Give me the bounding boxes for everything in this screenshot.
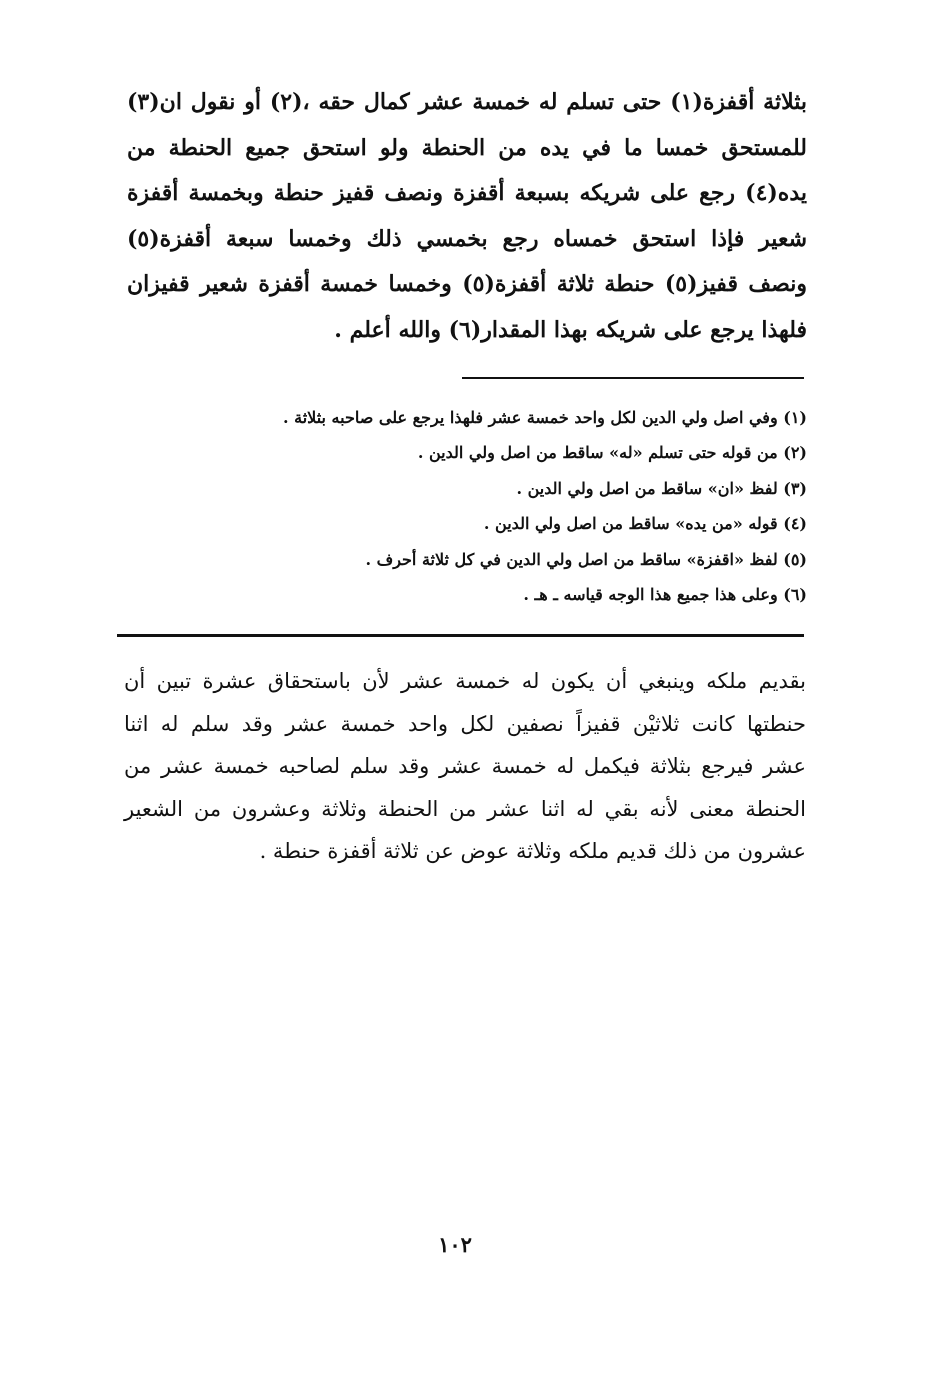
- main-text-line: ونصف قفيز(٥) حنطة ثلاثة أقفزة(٥) وخمسا خمسة أقفزة شعير قفيزان: [127, 271, 808, 297]
- commentary-line: بقديم ملكه وينبغي أن يكون له خمسة عشر لأن باستحقاق عشرة تبين أن: [124, 669, 806, 693]
- footnote: (٤) قوله «من يده» ساقط من اصل ولي الدين .: [483, 514, 807, 534]
- commentary-line: الحنطة معنى لأنه بقي له اثنا عشر من الحنطة وثلاثة وعشرون من الشعير: [124, 796, 806, 821]
- commentary-block: [124, 660, 806, 873]
- commentary-line: عشر فيرجع بثلاثة فيكمل له خمسة عشر وقد سلم لصاحبه خمسة عشر من: [124, 754, 806, 778]
- main-text-line: شعير فإذا استحق خمساه رجع بخمسي ذلك وخمسا سبعة أقفزة(٥): [127, 225, 807, 252]
- footnote: (١) وفي اصل ولي الدين لكل واحد خمسة عشر فلهذا يرجع على صاحبه بثلاثة .: [282, 408, 807, 427]
- main-text-line: للمستحق خمسا ما في يده من الحنطة ولو استحق جميع الحنطة من: [127, 134, 807, 161]
- main-text-line: فلهذا يرجع على شريكه بهذا المقدار(٦) والله أعلم .: [334, 316, 807, 343]
- footnote-separator: [462, 377, 804, 379]
- footnote: (٣) لفظ «ان» ساقط من اصل ولي الدين .: [516, 478, 807, 498]
- footnotes-block: [170, 400, 807, 612]
- main-text-line: بثلاثة أقفزة(١) حتى تسلم له خمسة عشر كمال حقه ،(٢) أو نقول ان(٣): [127, 89, 807, 115]
- commentary-line: عشرون من ذلك قديم ملكه وثلاثة عوض عن ثلاثة أقفزة حنطة .: [259, 839, 806, 863]
- commentary-separator: [117, 634, 804, 637]
- main-text-block: [127, 80, 807, 353]
- commentary-line: حنطتها كانت ثلاثيْن قفيزاً نصفين لكل واحد خمسة عشر وقد سلم له اثنا: [124, 711, 806, 736]
- footnote: (٥) لفظ «اقفزة» ساقط من اصل ولي الدين في كل ثلاثة أحرف .: [365, 549, 807, 569]
- main-text-line: يده(٤) رجع على شريكه بسبعة أقفزة ونصف قفيز حنطة وبخمسة أقفزة: [127, 180, 807, 206]
- page-number: ١٠٢: [438, 1232, 472, 1257]
- footnote: (٢) من قوله حتى تسلم «له» ساقط من اصل ولي الدين .: [417, 443, 807, 463]
- footnote: (٦) وعلى هذا جميع هذا الوجه قياسه ـ هـ .: [523, 585, 807, 605]
